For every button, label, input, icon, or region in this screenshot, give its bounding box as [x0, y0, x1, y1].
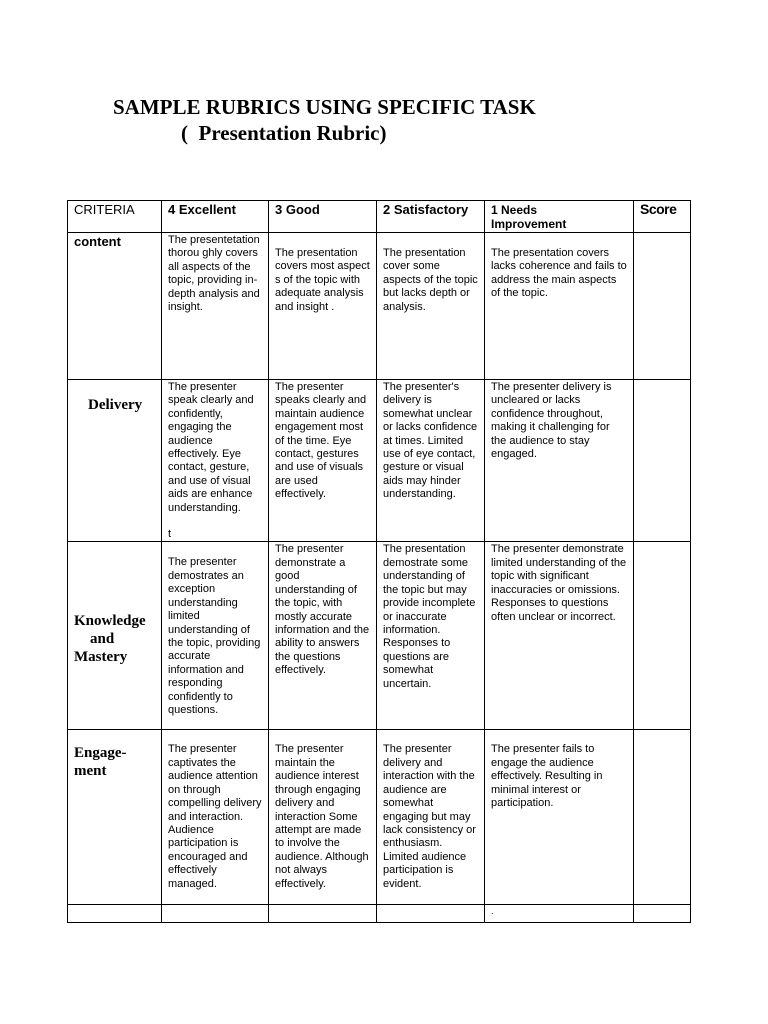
empty-cell — [377, 905, 485, 923]
header-excellent: 4 Excellent — [168, 202, 236, 217]
header-satisfactory: 2 Satisfactory — [383, 202, 469, 217]
criteria-knowledge-line1: Knowledge — [74, 613, 146, 630]
criteria-delivery: Delivery — [88, 397, 143, 413]
knowledge-satisfactory-text: The presentation demostrate some understanding of the topic but may provide incomplete or inaccurate information. Responses to questions are somewhat uncertain. — [383, 543, 476, 690]
header-needs-line1: 1 Needs — [491, 203, 538, 217]
good-cell — [269, 380, 377, 542]
satisfactory-cell — [377, 730, 485, 905]
content-excellent-text: The presentetation thorou ghly covers all aspects of the topic, providing in-depth analysis and insight. — [168, 234, 260, 314]
document-subtitle: ( Presentation Rubric) — [181, 121, 387, 145]
empty-cell — [269, 905, 377, 923]
good-cell — [269, 542, 377, 730]
empty-cell — [162, 905, 269, 923]
score-cell — [634, 380, 691, 542]
stray-period: . — [491, 906, 494, 917]
criteria-knowledge-line2: and — [90, 631, 115, 648]
delivery-excellent-extra: t — [168, 528, 172, 541]
satisfactory-cell — [377, 542, 485, 730]
excellent-cell — [162, 233, 269, 380]
table-row — [68, 233, 691, 380]
header-criteria: CRITERIA — [74, 202, 135, 217]
criteria-engagement — [68, 730, 161, 780]
header-score-cell — [634, 201, 691, 233]
table-row — [68, 730, 691, 905]
engagement-excellent-text: The presenter captivates the audience attention on through compelling delivery and interaction. Audience participation is encouraged and effectively managed. — [168, 743, 262, 890]
knowledge-needs-text: The presenter demonstrate limited understanding of the topic with significant inaccuracies or omissions. Responses to questions often unclear or incorrect. — [491, 543, 627, 623]
excellent-cell — [162, 730, 269, 905]
engagement-good-text: The presenter maintain the audience interest through engaging delivery and interaction Some attempt are made to involve the audience. Although not always effectively. — [275, 743, 369, 890]
header-excellent-cell — [162, 201, 269, 233]
table-header-row — [68, 201, 691, 233]
criteria-knowledge — [68, 542, 161, 666]
header-score: Score — [640, 201, 677, 217]
table-row — [68, 380, 691, 542]
empty-cell — [68, 905, 162, 923]
header-satisfactory-cell — [377, 201, 485, 233]
content-satisfactory-text: The presentation cover some aspects of the topic but lacks depth or analysis. — [383, 247, 478, 313]
header-good: 3 Good — [275, 202, 320, 217]
table-row — [68, 542, 691, 730]
rubric-table — [67, 200, 691, 923]
delivery-needs-text: The presenter delivery is uncleared or lacks confidence throughout, making it challenging for the audience to stay engaged. — [491, 381, 612, 461]
excellent-cell — [162, 380, 269, 542]
header-needs-line2: Improvement — [491, 217, 567, 231]
needs-cell — [485, 380, 634, 542]
score-cell — [634, 233, 691, 380]
engagement-needs-text: The presenter fails to engage the audience effectively. Resulting in minimal interest or participation. — [491, 743, 603, 810]
content-needs-text: The presentation covers lacks coherence and fails to address the main aspects of the topic. — [491, 247, 627, 300]
satisfactory-cell — [377, 380, 485, 542]
delivery-excellent-text: The presenter speak clearly and confidently, engaging the audience effectively. Eye contact, gesture, and use of visual aids are enhance understanding. — [168, 381, 254, 514]
excellent-cell — [162, 542, 269, 730]
empty-needs-cell — [485, 905, 634, 923]
delivery-satisfactory-text: The presenter's delivery is somewhat unclear or lacks confidence at times. Limited use of eye contact, gesture or visual aids may hinder understanding. — [383, 381, 478, 501]
knowledge-excellent-text: The presenter demostrates an exception understanding limited understanding of the topic, providing accurate information and responding confidently to questions. — [168, 556, 261, 716]
header-criteria-cell — [68, 201, 162, 233]
needs-cell — [485, 542, 634, 730]
criteria-knowledge-line3: Mastery — [74, 649, 128, 666]
delivery-good-text: The presenter speaks clearly and maintain audience engagement most of the time. Eye contact, gestures and use of visuals are used effectively. — [275, 381, 367, 501]
criteria-cell — [68, 730, 162, 905]
criteria-engagement-line2: ment — [74, 763, 107, 780]
table-row-empty — [68, 905, 691, 923]
content-good-text: The presentation covers most aspect s of the topic with adequate analysis and insight . — [275, 247, 370, 313]
criteria-content: content — [74, 234, 121, 249]
criteria-cell — [68, 542, 162, 730]
satisfactory-cell — [377, 233, 485, 380]
engagement-satisfactory-text: The presenter delivery and interaction with the audience are somewhat engaging but may lack consistency or enthusiasm. Limited audience participation is evident. — [383, 743, 476, 890]
empty-cell — [634, 905, 691, 923]
knowledge-good-text: The presenter demonstrate a good understanding of the topic, with mostly accurate information and the ability to answers the questions effectively. — [275, 543, 370, 677]
header-good-cell — [269, 201, 377, 233]
good-cell — [269, 730, 377, 905]
score-cell — [634, 730, 691, 905]
criteria-cell — [68, 380, 162, 542]
needs-cell — [485, 730, 634, 905]
document-title: SAMPLE RUBRICS USING SPECIFIC TASK — [113, 95, 536, 119]
criteria-cell — [68, 233, 162, 380]
needs-cell — [485, 233, 634, 380]
header-needs-cell — [485, 201, 634, 233]
good-cell — [269, 233, 377, 380]
criteria-engagement-line1: Engage- — [74, 745, 127, 762]
score-cell — [634, 542, 691, 730]
